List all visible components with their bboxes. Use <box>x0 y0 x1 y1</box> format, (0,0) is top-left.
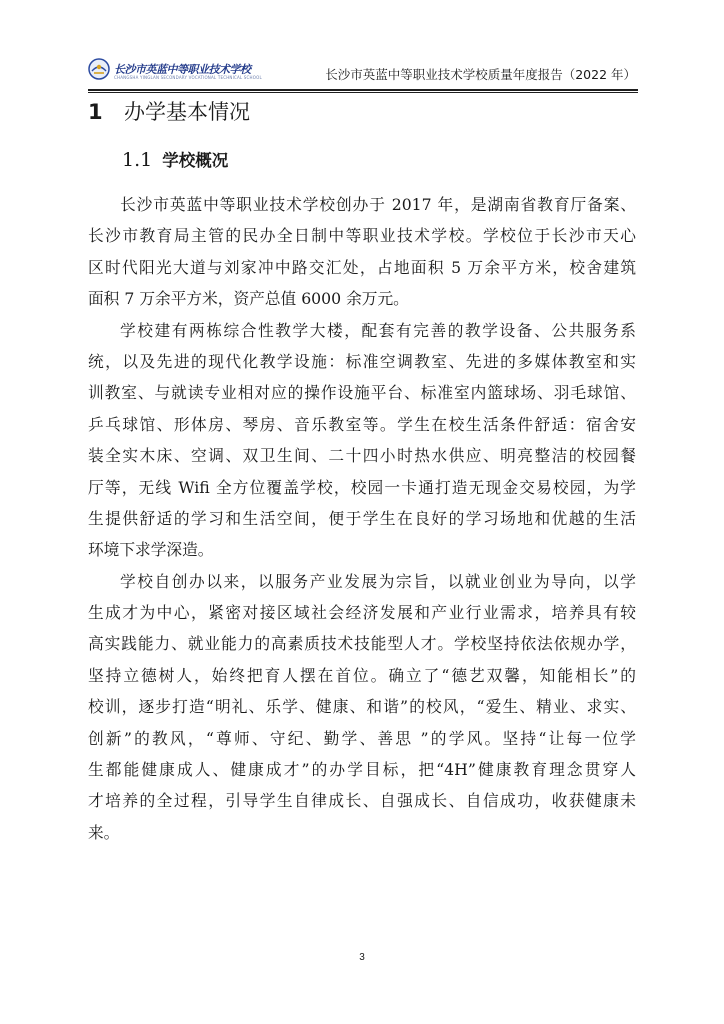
school-logo <box>88 58 262 84</box>
text-line: 乒乓球馆、形体房、琴房、音乐教室等。学生在校生活条件舒适：宿舍安 <box>88 414 636 434</box>
paragraph <box>88 189 636 315</box>
page-number: 3 <box>359 952 365 963</box>
paragraph <box>88 315 636 566</box>
text-line: 训教室、与就读专业相对应的操作设施平台、标准室内篮球场、羽毛球馆、 <box>88 383 636 403</box>
header-divider <box>88 89 638 91</box>
text-line: 装全实木床、空调、双卫生间、二十四小时热水供应、明亮整洁的校园餐 <box>88 446 636 466</box>
text-line: 高实践能力、就业能力的高素质技术技能型人才。学校坚持依法依规办学， <box>88 634 636 654</box>
text-line: 厅等，无线 Wifi 全方位覆盖学校，校园一卡通打造无现金交易校园，为学 <box>88 477 636 497</box>
text-line: 环境下求学深造。 <box>88 540 214 560</box>
text-line: 校训，逐步打造“明礼、乐学、健康、和谐”的校风，“爱生、精业、求实、 <box>88 697 636 717</box>
logo-subtext: CHANGSHA YINGLAN SECONDARY VOCATIONAL TECHNICAL SCHOOL <box>114 75 262 80</box>
text-line: 学校自创办以来，以服务产业发展为宗旨，以就业创业为导向，以学 <box>120 571 636 591</box>
text-line: 长沙市教育局主管的民办全日制中等职业技术学校。学校位于长沙市天心 <box>88 226 636 246</box>
text-line: 区时代阳光大道与刘家冲中路交汇处，占地面积 5 万余平方米，校舍建筑 <box>88 257 636 277</box>
report-title: 长沙市英蓝中等职业技术学校质量年度报告（2022 年） <box>325 67 636 82</box>
text-line: 学校建有两栋综合性教学大楼，配套有完善的教学设备、公共服务系 <box>120 320 636 340</box>
logo-text: 长沙市英蓝中等职业技术学校 <box>114 63 251 76</box>
section-title: 办学基本情况 <box>124 100 250 124</box>
section-heading <box>88 98 250 126</box>
text-line: 生成才为中心，紧密对接区域社会经济发展和产业行业需求，培养具有较 <box>88 603 636 623</box>
text-line: 面积 7 万余平方米，资产总值 6000 余万元。 <box>88 289 409 309</box>
school-emblem-icon <box>88 58 110 80</box>
body-text <box>88 189 636 848</box>
text-line: 生都能健康成人、健康成才”的办学目标，把“4H”健康教育理念贯穿人 <box>88 760 636 780</box>
text-line: 长沙市英蓝中等职业技术学校创办于 2017 年，是湖南省教育厅备案、 <box>120 195 636 214</box>
text-line: 才培养的全过程，引导学生自律成长、自强成长、自信成功，收获健康未 <box>88 791 636 811</box>
text-line: 坚持立德树人，始终把育人摆在首位。确立了“德艺双馨，知能相长”的 <box>88 665 636 685</box>
subsection-heading <box>122 147 228 174</box>
text-line: 生提供舒适的学习和生活空间，便于学生在良好的学习场地和优越的生活 <box>88 508 636 528</box>
header-divider-thin <box>88 92 638 93</box>
paragraph <box>88 566 636 849</box>
text-line: 创新”的教风，“尊师、守纪、勤学、善思 ”的学风。坚持“让每一位学 <box>88 728 636 748</box>
text-line: 来。 <box>88 822 120 842</box>
subsection-title: 学校概况 <box>162 151 229 170</box>
section-number: 1 <box>88 100 103 124</box>
text-line: 统，以及先进的现代化教学设施：标准空调教室、先进的多媒体教室和实 <box>88 351 636 371</box>
page-header <box>88 56 638 86</box>
subsection-number: 1.1 <box>122 149 153 171</box>
